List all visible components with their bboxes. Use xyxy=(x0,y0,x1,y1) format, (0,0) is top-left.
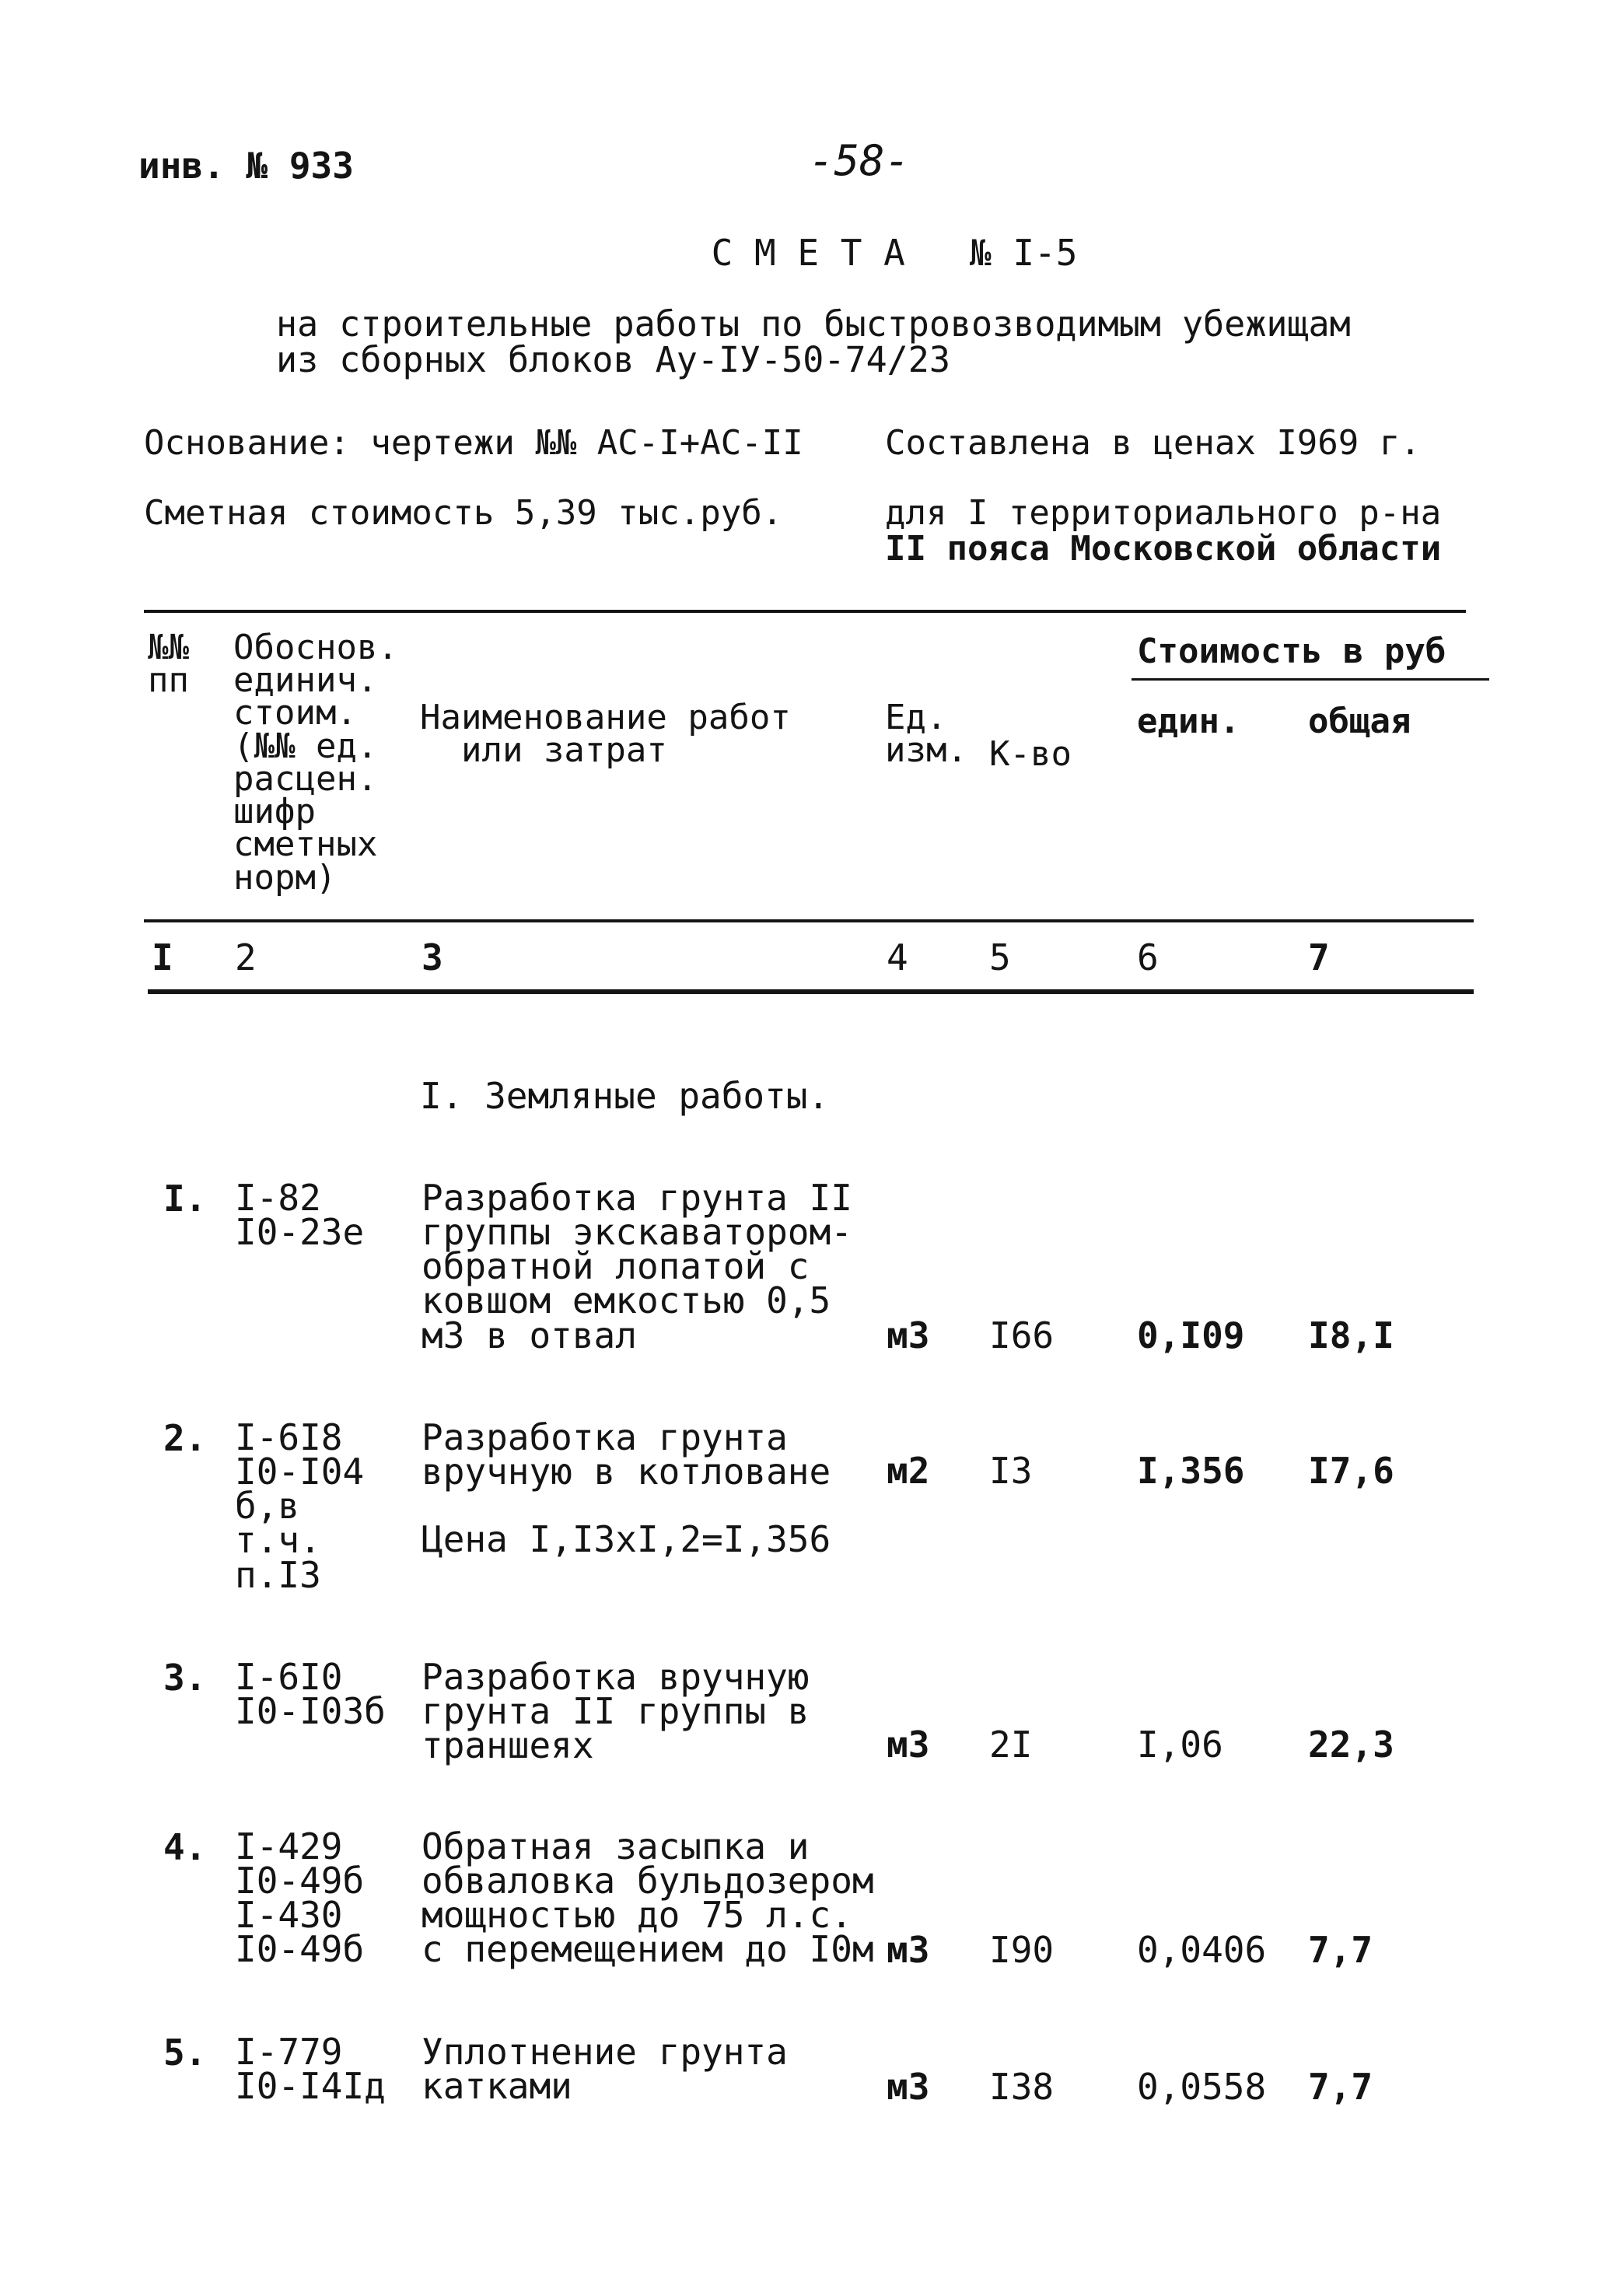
row-2-price-note: Цена I,I3хI,2=I,356 xyxy=(421,1518,831,1560)
document-subtitle-line1: на строительные работы по быстровозводимым убежищам xyxy=(276,303,1351,345)
row-5-code: I-779 I0-I4Iд xyxy=(235,2031,386,2108)
row-4-total: 7,7 xyxy=(1308,1929,1373,1971)
row-2-code: I-6I8 I0-I04 б,в т.ч. п.I3 xyxy=(235,1416,365,1596)
header-cost-group: Стоимость в руб xyxy=(1137,632,1446,671)
row-4-qty: I90 xyxy=(989,1929,1055,1971)
row-3-unit-price: I,06 xyxy=(1137,1724,1223,1766)
column-number-2: 2 xyxy=(235,936,257,978)
estimated-cost: Сметная стоимость 5,39 тыс.руб. xyxy=(144,493,783,533)
header-col-unit: Ед. изм. xyxy=(885,698,967,771)
column-number-5: 5 xyxy=(989,936,1011,978)
row-3-total: 22,3 xyxy=(1308,1724,1394,1766)
row-4-unit: м3 xyxy=(887,1929,930,1971)
row-2-total: I7,6 xyxy=(1308,1450,1394,1492)
row-2-unit-price: I,356 xyxy=(1137,1450,1245,1492)
basis-line: Основание: чертежи №№ АС-I+АС-II xyxy=(144,423,803,463)
row-2-number: 2. xyxy=(163,1417,207,1459)
row-5-number: 5. xyxy=(163,2032,207,2074)
page-number: -58- xyxy=(808,136,911,185)
row-4-number: 4. xyxy=(163,1826,207,1868)
row-1-unit-price: 0,I09 xyxy=(1137,1314,1245,1356)
cost-group-rule xyxy=(1132,678,1489,681)
column-number-6: 6 xyxy=(1137,936,1159,978)
header-col-total: общая xyxy=(1308,702,1411,741)
row-5-unit: м3 xyxy=(887,2066,930,2108)
row-2-qty: I3 xyxy=(989,1450,1033,1492)
prices-line: Составлена в ценах I969 г. xyxy=(885,423,1421,463)
header-col-name: Наименование работ или затрат xyxy=(420,698,791,771)
header-col-qty: К-во xyxy=(989,734,1072,774)
row-1-code: I-82 I0-23е xyxy=(235,1177,365,1254)
row-1-unit: м3 xyxy=(887,1314,930,1356)
header-col-unit-price: един. xyxy=(1137,702,1240,741)
row-3-qty: 2I xyxy=(989,1724,1033,1766)
column-number-1: I xyxy=(152,936,173,978)
document-title: С М Е Т А № I-5 xyxy=(711,232,1078,274)
section-title: I. Земляные работы. xyxy=(420,1075,830,1117)
row-5-unit-price: 0,0558 xyxy=(1137,2066,1267,2108)
row-1-name: Разработка грунта II группы экскаватором- обратной лопатой с ковшом емкостью 0,5 м3 в отвал xyxy=(421,1177,852,1356)
row-3-code: I-6I0 I0-I03б xyxy=(235,1656,386,1733)
row-3-name: Разработка вручную грунта II группы в траншеях xyxy=(421,1656,810,1767)
row-5-total: 7,7 xyxy=(1308,2066,1373,2108)
row-1-number: I. xyxy=(163,1178,207,1220)
table-top-rule xyxy=(144,610,1466,613)
region-line1: для I территориального р-на xyxy=(885,493,1442,533)
row-3-number: 3. xyxy=(163,1657,207,1699)
row-5-qty: I38 xyxy=(989,2066,1055,2108)
region-line2: II пояса Московской области xyxy=(885,529,1442,569)
row-1-qty: I66 xyxy=(989,1314,1055,1356)
column-numbers-rule xyxy=(148,989,1474,994)
inventory-number: инв. № 933 xyxy=(138,145,354,187)
row-4-name: Обратная засыпка и обваловка бульдозером мощностью до 75 л.с. с перемещением до I0м xyxy=(421,1825,874,1971)
column-number-4: 4 xyxy=(887,936,908,978)
row-1-total: I8,I xyxy=(1308,1314,1394,1356)
row-4-code: I-429 I0-49б I-430 I0-49б xyxy=(235,1825,365,1971)
header-col-basis: Обоснов. единич. стоим. (№№ ед. расцен. шифр сметных норм) xyxy=(233,628,398,898)
row-2-unit: м2 xyxy=(887,1450,930,1492)
header-bottom-rule xyxy=(144,919,1474,922)
header-col-number: №№ пп xyxy=(148,628,189,701)
row-4-unit-price: 0,0406 xyxy=(1137,1929,1267,1971)
document-subtitle-line2: из сборных блоков Ау-IУ-50-74/23 xyxy=(276,339,950,380)
row-2-name: Разработка грунта вручную в котловане xyxy=(421,1416,831,1493)
column-number-3: 3 xyxy=(421,936,443,978)
column-number-7: 7 xyxy=(1308,936,1330,978)
row-5-name: Уплотнение грунта катками xyxy=(421,2031,788,2108)
row-3-unit: м3 xyxy=(887,1724,930,1766)
